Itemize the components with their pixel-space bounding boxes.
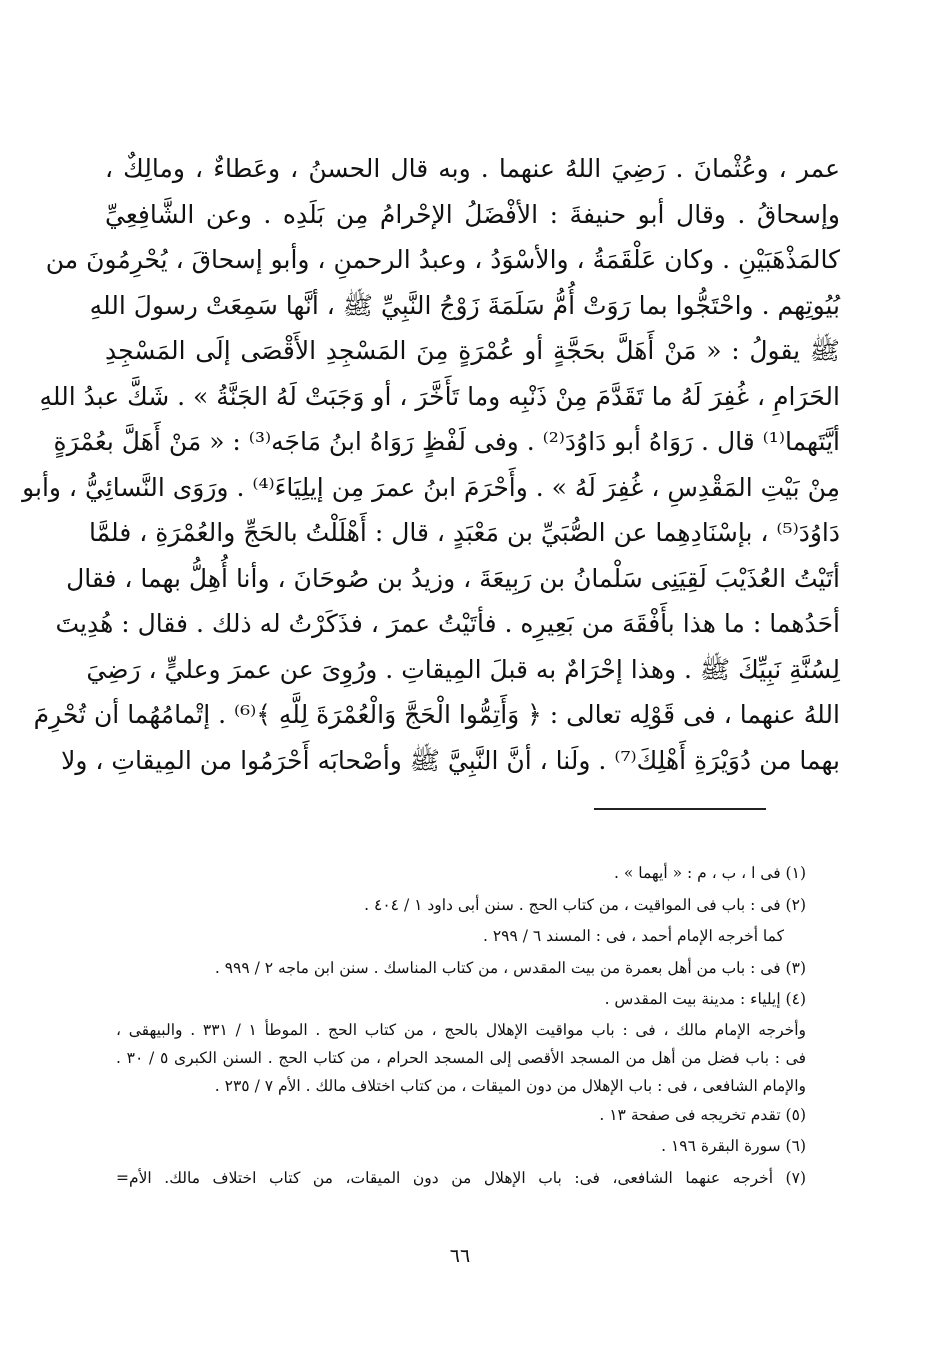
body-line: بُيُوتِهم . واحْتَجُّوا بما رَوَتْ أُمُّ سَلَمَةَ زَوْجُ النَّبِيِّ ﷺ ، أنَّها سَمِعَتْ رسولَ اللهِ: [89, 290, 840, 320]
footnote-line: (٥) تقدم تخريجه فى صفحة ١٣ .: [599, 1105, 806, 1124]
page-number: ٦٦: [449, 1245, 471, 1267]
footnote-line: فى : باب فضل من أهل من المسجد الأقصى إلى المسجد الحرام ، من كتاب الحج . السنن الكبرى ٥ / ٣٠ .: [116, 1048, 806, 1067]
footnote-divider: [594, 808, 766, 810]
footnote-line: (٣) فى : باب من أهل بعمرة من بيت المقدس ، من كتاب المناسك . سنن ابن ماجه ٢ / ٩٩٩ .: [214, 958, 806, 977]
body-line: أيَّتَهما⁽¹⁾ قال . رَوَاهُ أبو دَاوُدَ⁽²⁾ . وفى لَفْظٍ رَوَاهُ ابنُ مَاجَه⁽³⁾ : « مَنْ أَهَلَّ بعُمْرَةٍ: [53, 427, 840, 456]
footnote-line: والإمام الشافعى ، فى : باب الإهلال من دون الميقات ، من كتاب اختلاف مالك . الأم ٧ / ٢٣٥ .: [214, 1076, 806, 1095]
body-line: ﷺ يقولُ : « مَنْ أَهَلَّ بحَجَّةٍ أو عُمْرَةٍ مِنَ المَسْجِدِ الأَقْصَى إلَى المَسْجِدِ: [105, 336, 840, 365]
footnote-line: (٧) أخرجه عنهما الشافعى، فى: باب الإهلال من دون الميقات، من كتاب اختلاف مالك. الأم=: [116, 1168, 806, 1187]
body-line: أتَيْتُ العُذَيْبَ لَقِيَنِى سَلْمانُ بن رَبِيعَةَ ، وزيدُ بن صُوحَانَ ، وأنا أُهِلُّ بهما ، فقال: [66, 563, 840, 593]
footnote-line: وأخرجه الإمام مالك ، فى : باب مواقيت الإهلال بالحج ، من كتاب الحج . الموطأ ١ / ٣٣١ . والبيهقى ،: [116, 1020, 807, 1039]
footnote-line: (٤) إيلياء : مدينة بيت المقدس .: [604, 990, 806, 1008]
body-line: مِنْ بَيْتِ المَقْدِسِ ، غُفِرَ لَهُ » . وأَحْرَمَ ابنُ عمرَ مِن إيلِيَاءَ⁽⁴⁾ . ورَوَى النَّسائِيُّ ، وأبو: [22, 472, 840, 502]
footnote-line: (١) فى ا ، ب ، م : « أيهما » .: [613, 864, 806, 882]
footnote-line: (٢) فى : باب فى المواقيت ، من كتاب الحج . سنن أبى داود ١ / ٤٠٤ .: [364, 895, 806, 914]
body-line: عمر ، وعُثْمانَ . رَضِيَ اللهُ عنهما . وبه قال الحسنُ ، وعَطاءٌ ، ومالِكٌ ،: [105, 154, 840, 183]
footnotes: [116, 858, 806, 1194]
body-line: كالمَذْهَبَيْنِ . وكان عَلْقَمَةُ ، والأسْوَدُ ، وعبدُ الرحمنِ ، وأبو إسحاقَ ، يُحْرِمُونَ من: [45, 245, 840, 274]
body-line: الحَرَامِ ، غُفِرَ لَهُ ما تَقَدَّمَ مِنْ ذَنْبِه وما تَأَخَّرَ ، أو وَجَبَتْ لَهُ الجَنَّةُ » . شَكَّ عبدُ اللهِ: [39, 381, 840, 411]
body-line: أحَدُهما : ما هذا بأَفْقَهَ من بَعِيرِه . فأتَيْتُ عمرَ ، فذَكَرْتُ له ذلك . فقال : هُدِيتَ: [55, 609, 840, 638]
body-line: بهما من دُوَيْرَةِ أَهْلِكَ⁽⁷⁾ . ولَنا ، أنَّ النَّبِيَّ ﷺ وأصْحابَه أَحْرَمُوا من المِيقاتِ ، ولا: [61, 745, 840, 775]
main-text: [22, 146, 840, 783]
footnote-line: كما أخرجه الإمام أحمد ، فى : المسند ٦ / ٢٩٩ .: [483, 927, 784, 945]
body-line: اللهُ عنهما ، فى قَوْلِه تعالى : ﴿ وَأَتِمُّوا الْحَجَّ وَالْعُمْرَةَ لِلَّهِ ﴾⁽⁶⁾ . إتْمامُهُما أن تُحْرِمَ: [33, 700, 840, 729]
body-line: دَاوُدَ⁽⁵⁾ ، بإسْنَادِهِما عن الصُّبَيِّ بن مَعْبَدٍ ، قال : أَهْلَلْتُ بالحَجِّ والعُمْرَةِ ، فلمَّا: [88, 518, 840, 547]
body-line: لِسُنَّةِ نَبِيِّكَ ﷺ . وهذا إحْرَامٌ به قبلَ المِيقاتِ . ورُوِىَ عن عمرَ وعليٍّ ، رَضِيَ: [86, 654, 840, 684]
body-line: وإسحاقُ . وقال أبو حنيفةَ : الأفْضَلُ الإحْرامُ مِن بَلَدِه . وعن الشَّافِعِيِّ: [105, 199, 840, 229]
footnote-line: (٦) سورة البقرة ١٩٦ .: [661, 1137, 806, 1155]
